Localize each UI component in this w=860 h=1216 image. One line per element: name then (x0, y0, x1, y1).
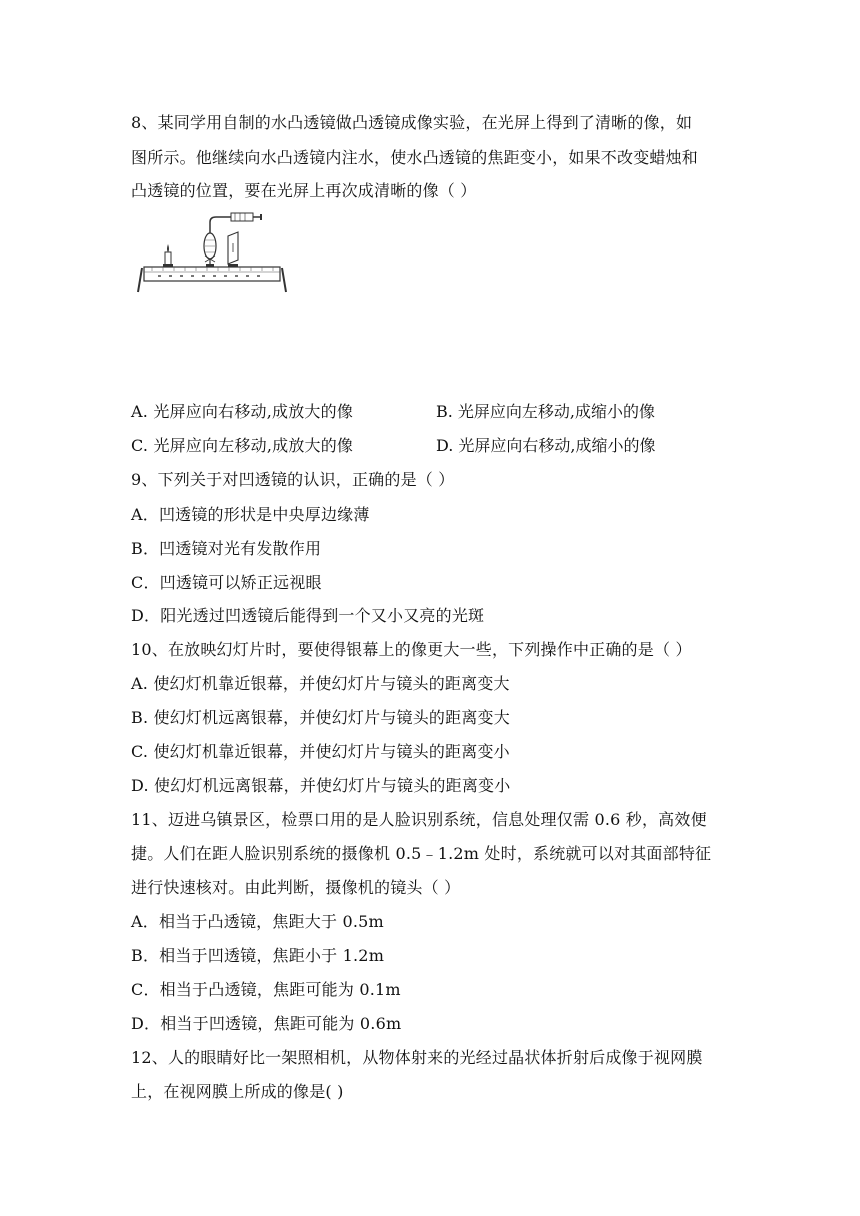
q11-option-c[interactable]: C．相当于凸透镜，焦距可能为 0.1m (131, 980, 401, 999)
q8-option-d[interactable]: D. 光屏应向右移动,成缩小的像 (436, 436, 656, 455)
q9-option-a[interactable]: A．凹透镜的形状是中央厚边缘薄 (131, 505, 370, 524)
optical-bench-figure (136, 208, 288, 298)
q10-stem: 10、在放映幻灯片时，要使得银幕上的像更大一些，下列操作中正确的是（ ） (131, 640, 692, 659)
q9-option-b[interactable]: B．凹透镜对光有发散作用 (131, 539, 322, 558)
q11-stem-line-1: 11、迈进乌镇景区，检票口用的是人脸识别系统，信息处理仅需 0.6 秒，高效便 (131, 810, 707, 829)
q8-stem-line-2: 图所示。他继续向水凸透镜内注水，使水凸透镜的焦距变小，如果不改变蜡烛和 (131, 148, 699, 167)
q11-option-a[interactable]: A．相当于凸透镜，焦距大于 0.5m (131, 912, 384, 931)
q9-stem: 9、下列关于对凹透镜的认识，正确的是（ ） (131, 470, 455, 489)
q12-stem-line-1: 12、人的眼睛好比一架照相机，从物体射来的光经过晶状体折射后成像于视网膜 (131, 1048, 703, 1067)
q12-stem-line-2: 上，在视网膜上所成的像是( ) (131, 1082, 344, 1101)
q9-option-c[interactable]: C．凹透镜可以矫正远视眼 (131, 573, 322, 592)
q8-option-a[interactable]: A. 光屏应向右移动,成放大的像 (131, 402, 354, 421)
q10-option-d[interactable]: D. 使幻灯机远离银幕，并使幻灯片与镜头的距离变小 (131, 776, 511, 795)
q10-option-c[interactable]: C. 使幻灯机靠近银幕，并使幻灯片与镜头的距离变小 (131, 742, 510, 761)
q8-stem-line-1: 8、某同学用自制的水凸透镜做凸透镜成像实验，在光屏上得到了清晰的像，如 (131, 113, 693, 132)
q8-option-b[interactable]: B. 光屏应向左移动,成缩小的像 (436, 402, 656, 421)
q10-option-b[interactable]: B. 使幻灯机远离银幕，并使幻灯片与镜头的距离变大 (131, 708, 510, 727)
q10-option-a[interactable]: A. 使幻灯机靠近银幕，并使幻灯片与镜头的距离变大 (131, 674, 510, 693)
q9-option-d[interactable]: D．阳光透过凹透镜后能得到一个又小又亮的光斑 (131, 606, 485, 625)
q11-option-b[interactable]: B．相当于凹透镜，焦距小于 1.2m (131, 946, 385, 965)
q8-option-c[interactable]: C. 光屏应向左移动,成放大的像 (131, 436, 354, 455)
q11-stem-line-2: 捷。人们在距人脸识别系统的摄像机 0.5﹣1.2m 处时，系统就可以对其面部特征 (131, 844, 712, 863)
q11-stem-line-3: 进行快速核对。由此判断，摄像机的镜头（ ） (131, 878, 461, 897)
q11-option-d[interactable]: D．相当于凹透镜，焦距可能为 0.6m (131, 1014, 402, 1033)
q8-stem-line-3: 凸透镜的位置，要在光屏上再次成清晰的像（ ） (131, 181, 477, 200)
